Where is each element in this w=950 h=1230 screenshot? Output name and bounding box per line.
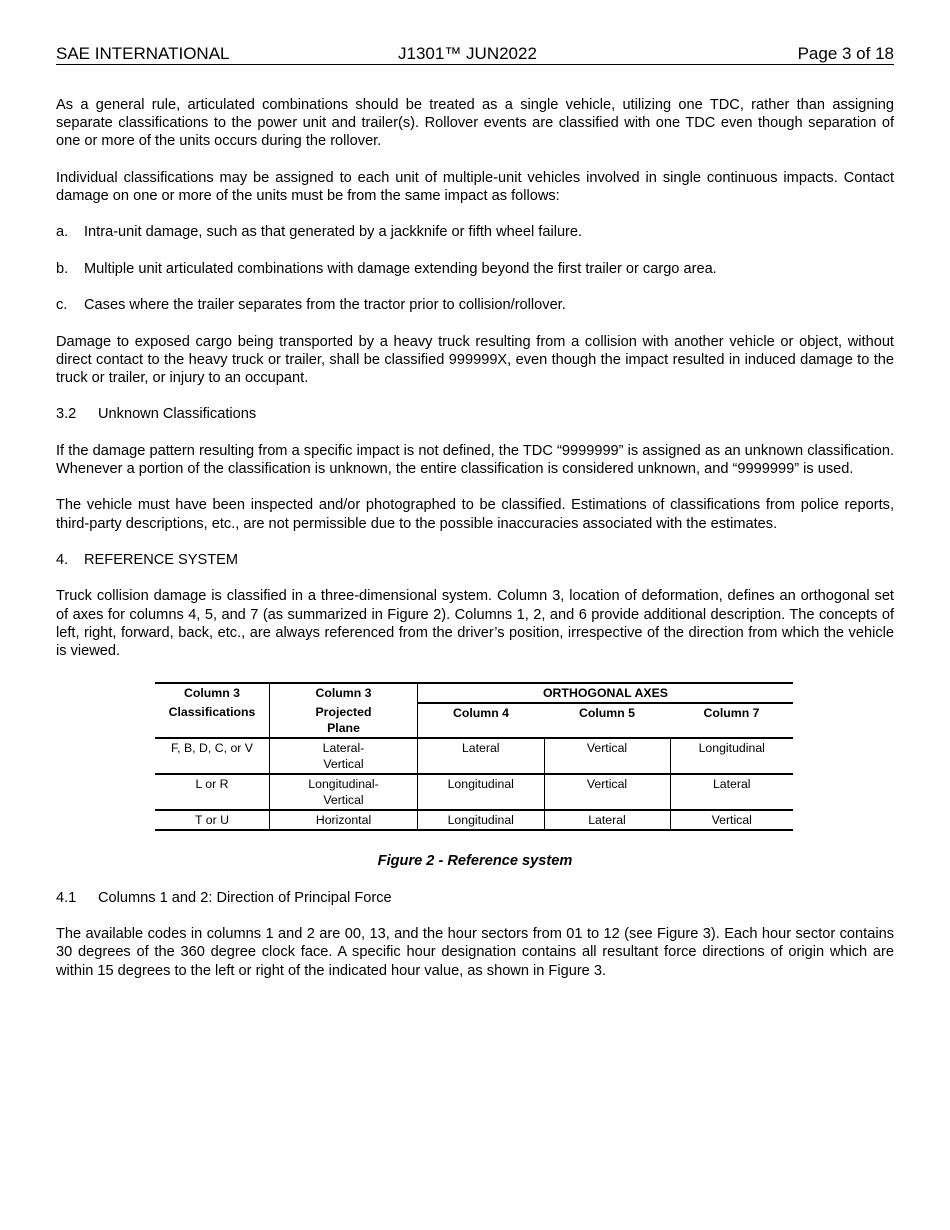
table-row: [155, 810, 793, 830]
header-publisher: SAE INTERNATIONAL: [56, 44, 230, 63]
section-heading-4: [56, 551, 894, 569]
table-cell: Longitudinal-Vertical: [270, 774, 418, 810]
section-title: Columns 1 and 2: Direction of Principal Force: [98, 889, 392, 906]
table-cell: Vertical: [544, 774, 670, 810]
table-cell: Horizontal: [270, 810, 418, 830]
table-header-cell: Classifications: [155, 703, 270, 738]
list-item: [56, 223, 894, 241]
table-header-row: [155, 683, 793, 703]
figure-caption: Figure 2 - Reference system: [377, 853, 573, 870]
section-title: Unknown Classifications: [98, 406, 257, 423]
table-header-cell: Column 3: [270, 683, 418, 703]
list-item-label: c.: [56, 297, 68, 314]
table-header-cell: Column 5: [544, 703, 670, 738]
paragraph: The available codes in columns 1 and 2 are 00, 13, and the hour sectors from 01 to 12 (see Figure 3). Each hour sector contains 30 degrees of the 360 degree clock face. A specific hour designation contains all resultant force directions of origin which are within 15 degrees to the left or right of the indicated hour value, as shown in Figure 3.: [56, 926, 894, 979]
paragraph: The vehicle must have been inspected and/or photographed to be classified. Estimations of classifications from police reports, third-party descriptions, etc., are not permissible due to the possible inaccuracies associated with the estimates.: [56, 497, 894, 532]
section-title: REFERENCE SYSTEM: [84, 551, 239, 568]
table-cell: Lateral-Vertical: [270, 738, 418, 774]
list-item-label: b.: [56, 260, 69, 277]
list-item-text: Cases where the trailer separates from the tractor prior to collision/rollover.: [84, 297, 566, 314]
list-item: [56, 260, 894, 278]
figure-2: [56, 678, 894, 834]
page-header: [56, 44, 894, 65]
table-cell: Longitudinal: [418, 810, 545, 830]
table-cell: Vertical: [670, 810, 793, 830]
table-cell: Lateral: [670, 774, 793, 810]
list-item: [56, 296, 894, 314]
table-cell: Lateral: [544, 810, 670, 830]
list-item-text: Multiple unit articulated combinations with damage extending beyond the first trailer or cargo area.: [84, 260, 717, 277]
header-document-id: J1301™ JUN2022: [398, 44, 537, 63]
table-cell: T or U: [155, 810, 270, 830]
table-cell: Vertical: [544, 738, 670, 774]
paragraph: If the damage pattern resulting from a specific impact is not defined, the TDC “9999999” is assigned as an unknown classification. Whenever a portion of the classification is unknown, the entire classification is considered unknown, and “9999999” is used.: [56, 442, 894, 477]
paragraph: As a general rule, articulated combinations should be treated as a single vehicle, utilizing one TDC, rather than assigning separate classifications to the power unit and trailer(s). Rollover events are classified with one TDC even though separation of one or more of the units occurs during the rollover.: [56, 97, 894, 150]
table-cell: Longitudinal: [670, 738, 793, 774]
table-header-cell: Column 3: [155, 683, 270, 703]
table-header-cell: Projected Plane: [270, 703, 418, 738]
table-cell: Longitudinal: [418, 774, 545, 810]
section-number: 3.2: [56, 406, 77, 423]
section-number: 4.: [56, 551, 69, 568]
table-cell: F, B, D, C, or V: [155, 738, 270, 774]
table-cell: L or R: [155, 774, 270, 810]
document-body: [56, 96, 894, 998]
table-header-cell: Column 7: [670, 703, 793, 738]
table-row: [155, 774, 793, 810]
reference-system-table: [155, 682, 793, 831]
table-header-row: [155, 703, 793, 738]
table-row: [155, 738, 793, 774]
paragraph: Individual classifications may be assigned to each unit of multiple-unit vehicles involved in single continuous impacts. Contact damage on one or more of the units must be from the same impact as follows:: [56, 169, 894, 204]
list-item-text: Intra-unit damage, such as that generated by a jackknife or fifth wheel failure.: [84, 224, 583, 241]
table-header-cell: ORTHOGONAL AXES: [418, 683, 794, 703]
header-page-number: Page 3 of 18: [797, 44, 894, 63]
paragraph: Damage to exposed cargo being transported by a heavy truck resulting from a collision with another vehicle or object, without direct contact to the heavy truck or trailer, shall be classified 999999X, even though the impact resulted in induced damage to the truck or trailer, or injury to an occupant.: [56, 333, 894, 386]
table-header-cell: Column 4: [418, 703, 545, 738]
section-heading-4-1: [56, 889, 894, 907]
table-cell: Lateral: [418, 738, 545, 774]
paragraph: Truck collision damage is classified in a three-dimensional system. Column 3, location of deformation, defines an orthogonal set of axes for columns 4, 5, and 7 (as summarized in Figure 2). Columns 1, 2, and 6 provide additional description. The concepts of left, right, forward, back, etc., are always referenced from the driver’s position, irrespective of the direction from which the vehicle is viewed.: [56, 588, 894, 659]
list-item-label: a.: [56, 224, 69, 241]
section-heading-3-2: [56, 405, 894, 423]
section-number: 4.1: [56, 889, 77, 906]
